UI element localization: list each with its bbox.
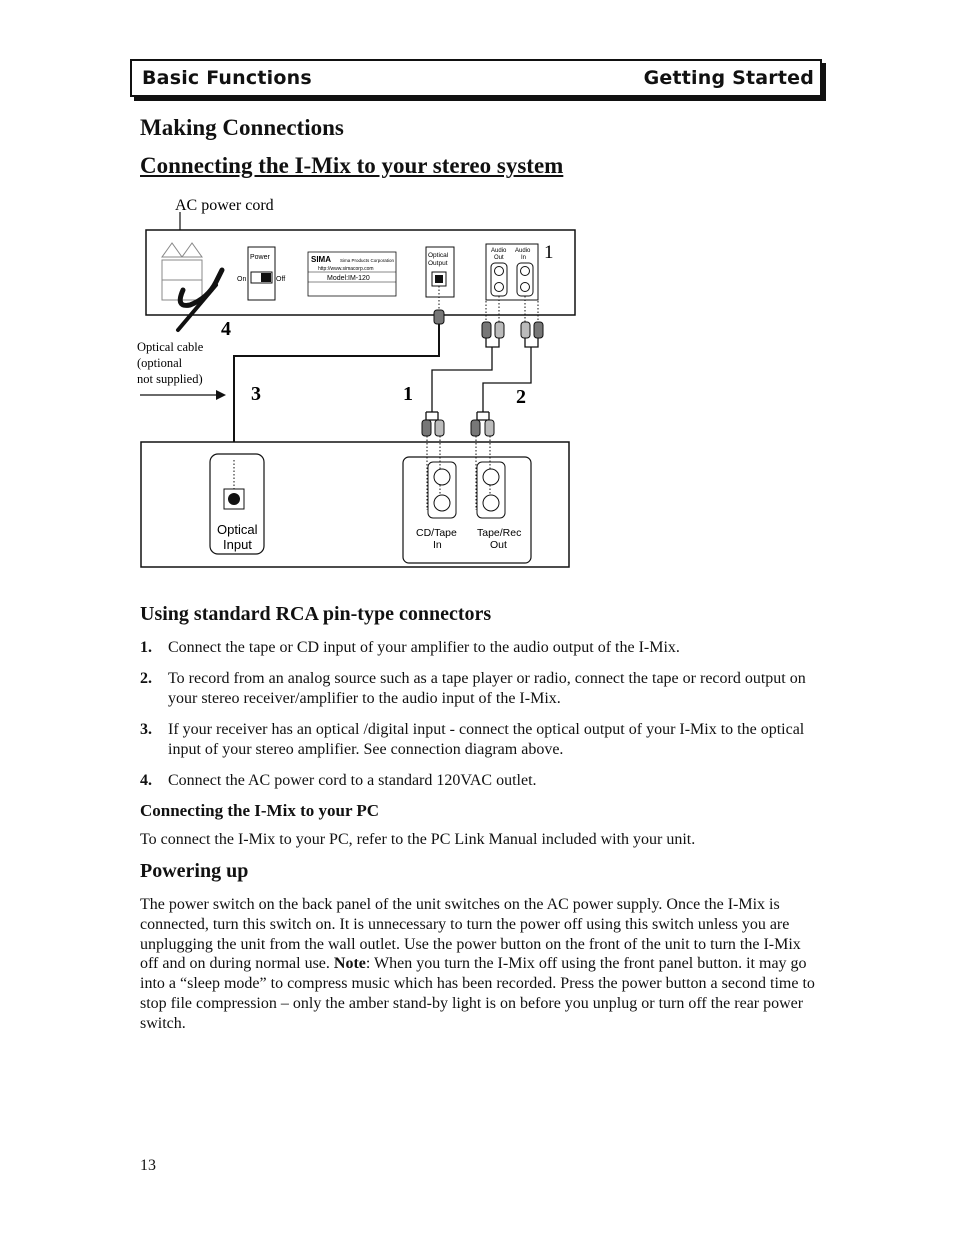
callout-1-top: 1	[544, 242, 554, 263]
list-item	[140, 720, 820, 760]
step-text: To record from an analog source such as a tape player or radio, connect the tape or record output on your stereo receiver/amplifier to the audio input of the I-Mix.	[168, 670, 806, 707]
pc-paragraph: To connect the I-Mix to your PC, refer to the PC Link Manual included with your unit.	[140, 831, 696, 848]
cd-tape-in-label-2: In	[433, 539, 442, 551]
header-chapter-title: Getting Started	[643, 67, 814, 89]
model-number: Model:IM-120	[327, 275, 370, 282]
rca-plug	[534, 322, 543, 338]
optical-input-label-2: Input	[223, 537, 252, 552]
callout-4: 4	[221, 318, 231, 340]
rca-plug	[471, 420, 480, 436]
ac-power-cord-label: AC power cord	[175, 197, 274, 214]
on-label: On	[237, 276, 247, 283]
header-section-title: Basic Functions	[142, 67, 312, 89]
step-number: 3.	[140, 721, 152, 738]
page-title: Making Connections	[140, 115, 344, 140]
rca-plug	[422, 420, 431, 436]
optical-output-label-2: Output	[428, 260, 448, 267]
page-number: 13	[140, 1157, 156, 1174]
rca-heading: Using standard RCA pin-type connectors	[140, 603, 492, 625]
tape-rec-out-label-2: Out	[490, 539, 507, 551]
optical-cable-label-3: not supplied)	[137, 372, 203, 386]
rca-plug	[521, 322, 530, 338]
audio-out-label-2: Out	[494, 255, 504, 261]
audio-in-label-2: In	[521, 255, 527, 261]
note-label: Note	[333, 955, 366, 973]
rca-plug	[435, 420, 444, 436]
rca-plug	[485, 420, 494, 436]
steps-list	[140, 638, 820, 802]
optical-input-label: Optical	[217, 522, 258, 537]
callout-3: 3	[251, 383, 261, 405]
brand-logo: SIMA	[311, 255, 331, 264]
step-text: Connect the AC power cord to a standard 120VAC outlet.	[168, 772, 537, 789]
step-text: If your receiver has an optical /digital input - connect the optical output of your I-Mix to the optical input of your stereo amplifier. See connection diagram above.	[168, 721, 805, 758]
powering-up-heading: Powering up	[140, 860, 249, 882]
list-item	[140, 771, 820, 791]
optical-cable-label: Optical cable	[137, 340, 204, 354]
step-number: 4.	[140, 772, 152, 789]
step-number: 1.	[140, 639, 152, 656]
step-text: Connect the tape or CD input of your amplifier to the audio output of the I-Mix.	[168, 639, 680, 656]
callout-1: 1	[403, 383, 413, 405]
list-item	[140, 638, 820, 658]
powering-up-text: The power switch on the back panel of the unit switches on the AC power supply. Once the I-Mix is connected, turn this switch on. It is unnecessary to turn the power off using this switch unless you are unplugging the unit from the wall outlet. Use the power button on the front of the unit to turn the I-Mix off and on during normal use.	[140, 896, 801, 973]
tape-rec-out-label: Tape/Rec	[477, 527, 522, 539]
callout-2: 2	[516, 386, 526, 408]
audio-out-label: Audio	[491, 248, 507, 254]
audio-in-label: Audio	[515, 248, 531, 254]
company-name: Sima Products Corporation	[340, 258, 395, 263]
rca-plug	[495, 322, 504, 338]
connection-diagram	[120, 190, 590, 575]
pc-heading: Connecting the I-Mix to your PC	[140, 801, 380, 820]
powering-up-note-text: : When you turn the I-Mix off using the front panel button. it may go into a “sleep mode” to compress music which has been recorded. Press the power button a second time to stop file compression – only the amber stand-by light is on before you unplug or turn off the rear power switch.	[140, 955, 815, 1032]
power-switch-toggle	[261, 273, 271, 282]
step-number: 2.	[140, 670, 152, 687]
optical-output-label: Optical	[428, 252, 449, 259]
company-url: http://www.simacorp.com	[318, 266, 374, 272]
cd-tape-in-label: CD/Tape	[416, 527, 457, 539]
optical-cable-label-2: (optional	[137, 356, 183, 370]
page-subtitle: Connecting the I-Mix to your stereo system	[140, 153, 564, 178]
header-bar	[130, 59, 822, 97]
off-label: Off	[276, 276, 286, 283]
optical-cable-arrow	[216, 390, 226, 400]
power-label: Power	[250, 254, 270, 261]
list-item	[140, 669, 820, 709]
optical-plug-top	[434, 310, 444, 324]
rca-plug	[482, 322, 491, 338]
powering-up-paragraph	[140, 895, 820, 1034]
